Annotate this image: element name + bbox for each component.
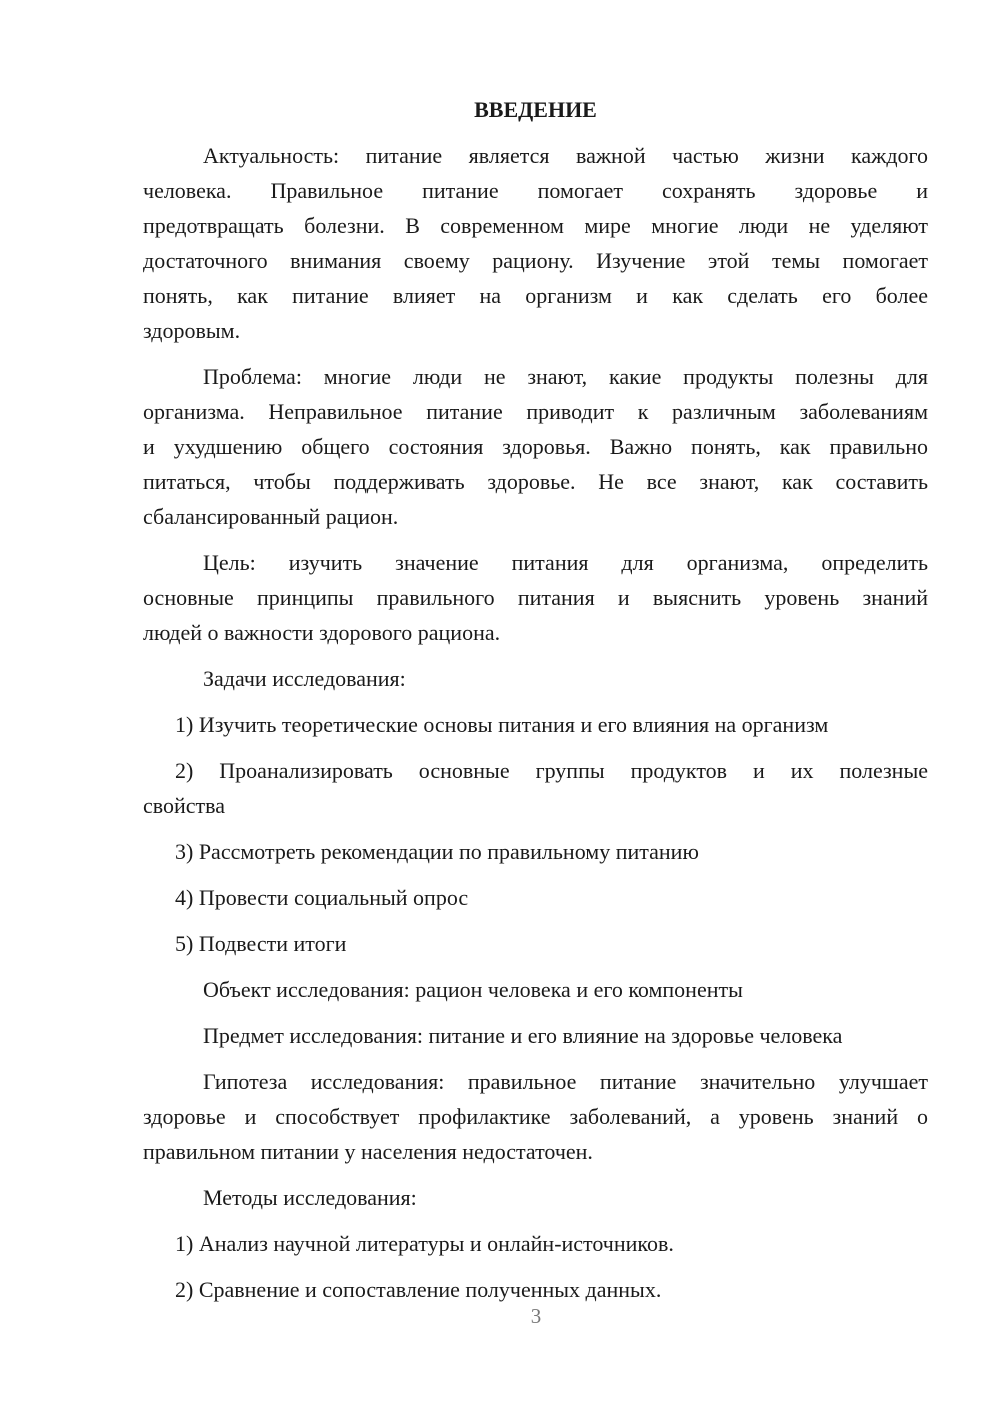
text-line: здоровье и способствует профилактике заболеваний, а уровень знаний о (143, 1104, 928, 1129)
document-page (143, 92, 928, 1307)
list-item (143, 707, 928, 742)
text-line: достаточного внимания своему рациону. Изучение этой темы помогает (143, 248, 928, 273)
paragraph (143, 545, 928, 650)
paragraph (143, 138, 928, 348)
text-line: Объект исследования: рацион человека и его компоненты (203, 977, 743, 1002)
text-line: понять, как питание влияет на организм и как сделать его более (143, 283, 928, 308)
text-line: свойства (143, 793, 226, 818)
text-line: основные принципы правильного питания и выяснить уровень знаний (143, 585, 928, 610)
list-item (143, 834, 928, 869)
paragraph (143, 359, 928, 534)
text-line: 5) Подвести итоги (175, 931, 347, 956)
page-number: 3 (530, 1304, 542, 1328)
text-line: и ухудшению общего состояния здоровья. Важно понять, как правильно (143, 434, 928, 459)
text-line: здоровым. (143, 318, 241, 343)
text-line: 2) Сравнение и сопоставление полученных данных. (175, 1277, 662, 1302)
text-line: 3) Рассмотреть рекомендации по правильному питанию (175, 839, 699, 864)
text-line: предотвращать болезни. В современном мире многие люди не уделяют (143, 213, 928, 238)
text-line: человека. Правильное питание помогает сохранять здоровье и (143, 178, 928, 203)
list-item (143, 1272, 928, 1307)
list-item (143, 753, 928, 823)
paragraph (143, 661, 928, 696)
text-line: 2) Проанализировать основные группы продуктов и их полезные (175, 758, 928, 783)
list-item (143, 1226, 928, 1261)
paragraph (143, 1064, 928, 1169)
paragraph (143, 1180, 928, 1215)
list-item (143, 926, 928, 961)
document-body (143, 138, 928, 1307)
text-line: Предмет исследования: питание и его влияние на здоровье человека (203, 1023, 843, 1048)
paragraph (143, 1018, 928, 1053)
text-line: сбалансированный рацион. (143, 504, 399, 529)
text-line: правильном питании у населения недостаточен. (143, 1139, 593, 1164)
text-line: Гипотеза исследования: правильное питание значительно улучшает (203, 1069, 928, 1094)
text-line: 1) Анализ научной литературы и онлайн-источников. (175, 1231, 674, 1256)
page-title: ВВЕДЕНИЕ (474, 97, 597, 122)
text-line: Методы исследования: (203, 1185, 417, 1210)
text-line: 4) Провести социальный опрос (175, 885, 469, 910)
text-line: питаться, чтобы поддерживать здоровье. Не все знают, как составить (143, 469, 928, 494)
text-line: людей о важности здорового рациона. (143, 620, 501, 645)
list-item (143, 880, 928, 915)
paragraph (143, 972, 928, 1007)
text-line: 1) Изучить теоретические основы питания и его влияния на организм (175, 712, 829, 737)
text-line: организма. Неправильное питание приводит к различным заболеваниям (143, 399, 928, 424)
text-line: Цель: изучить значение питания для организма, определить (203, 550, 928, 575)
text-line: Актуальность: питание является важной частью жизни каждого (203, 143, 928, 168)
text-line: Задачи исследования: (203, 666, 406, 691)
text-line: Проблема: многие люди не знают, какие продукты полезны для (203, 364, 928, 389)
